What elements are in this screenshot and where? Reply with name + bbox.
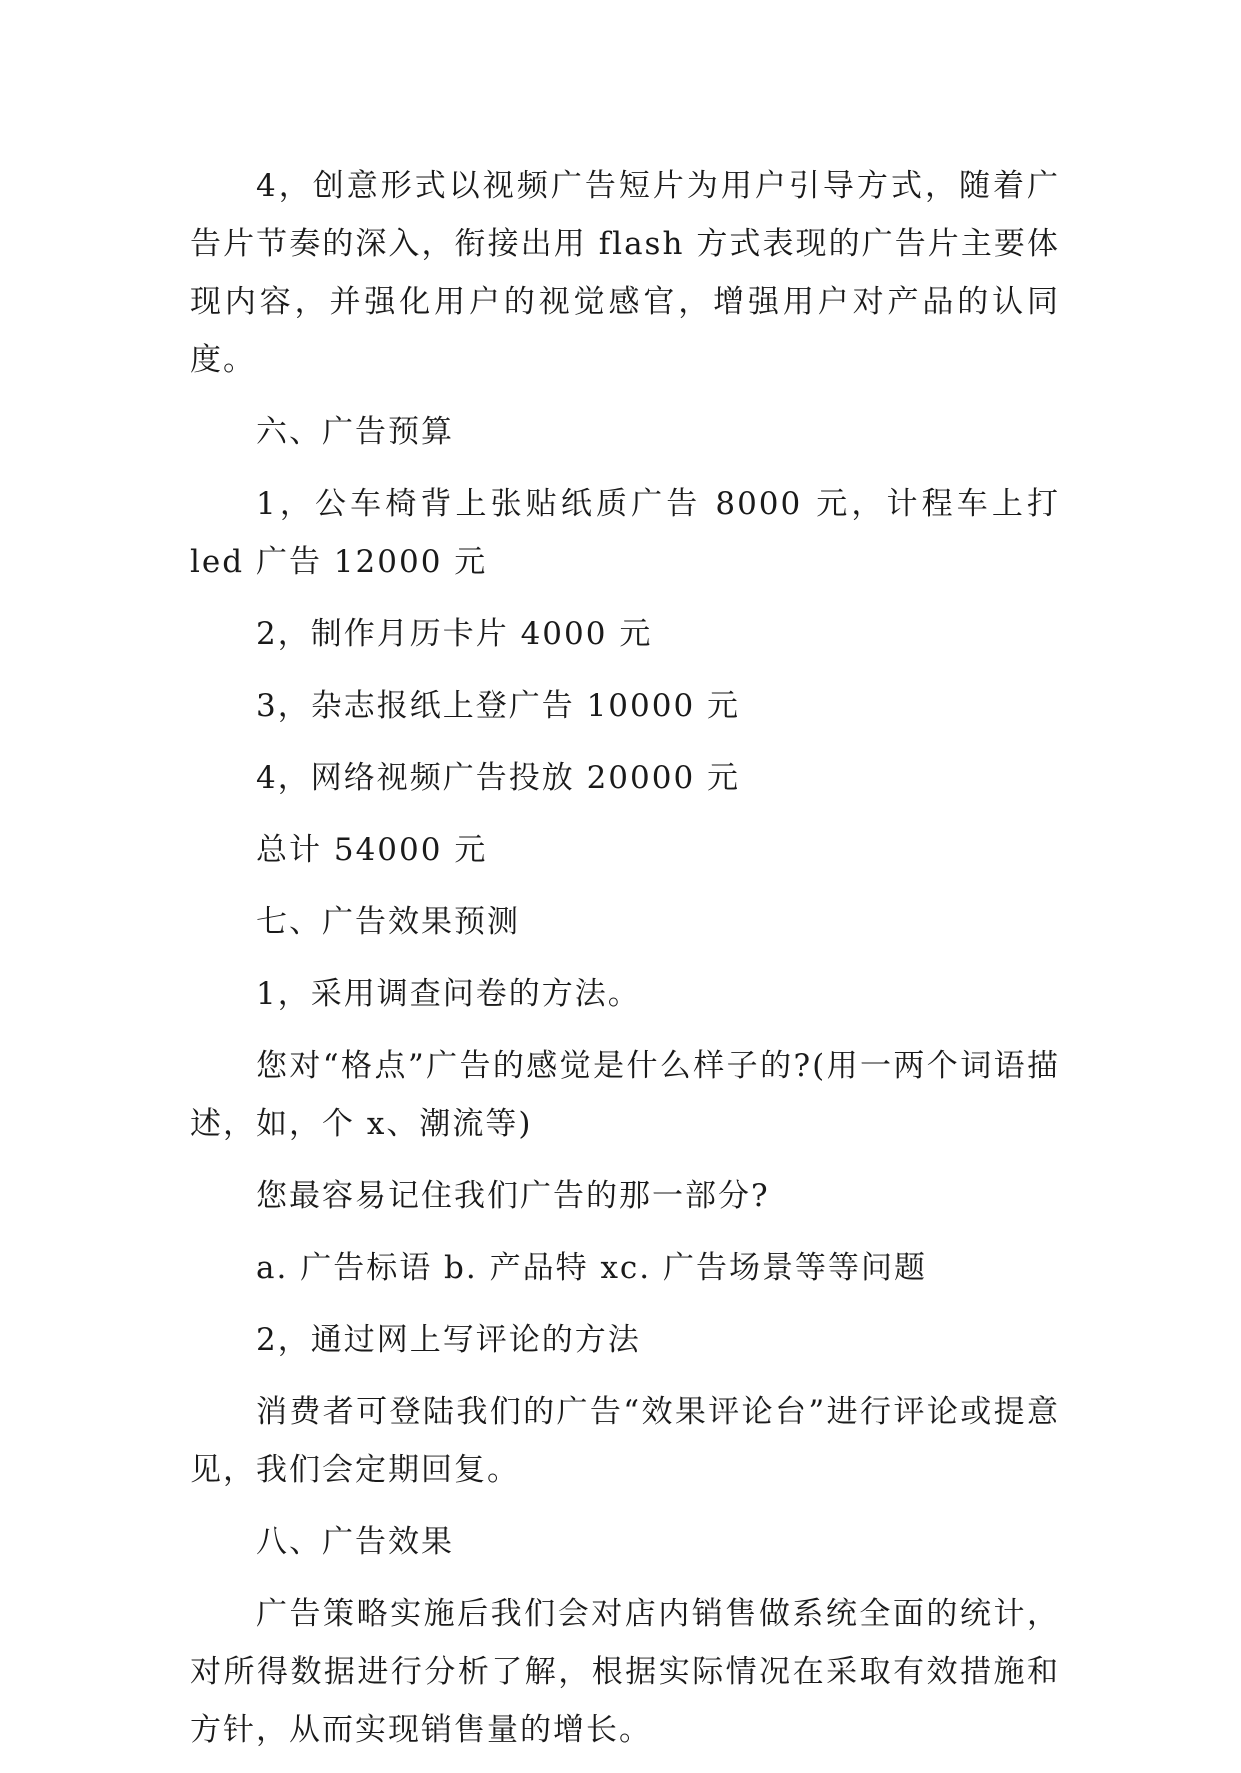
- document-page: [190, 157, 1060, 1773]
- budget-item-bus-taxi: 1，公车椅背上张贴纸质广告 8000 元，计程车上打 led 广告 12000 元: [190, 486, 1060, 580]
- budget-total: 总计 54000 元: [256, 832, 488, 868]
- forecast-method-survey: 1，采用调查问卷的方法。: [256, 976, 641, 1012]
- survey-question-feeling: 您对“格点”广告的感觉是什么样子的?(用一两个词语描述，如，个 x、潮流等): [190, 1048, 1060, 1142]
- survey-options: a. 广告标语 b. 产品特 xc. 广告场景等等问题: [256, 1250, 928, 1286]
- budget-item-online-video: 4，网络视频广告投放 20000 元: [256, 760, 741, 796]
- budget-item-magazine-newspaper: 3，杂志报纸上登广告 10000 元: [256, 688, 741, 724]
- paragraph-creative-format: 4，创意形式以视频广告短片为用户引导方式，随着广告片节奏的深入，衔接出用 flash 方式表现的广告片主要体现内容，并强化用户的视觉感官，增强用户对产品的认同度。: [190, 168, 1060, 378]
- section-heading-budget: 六、广告预算: [256, 414, 454, 450]
- paragraph-review-platform: 消费者可登陆我们的广告“效果评论台”进行评论或提意见，我们会定期回复。: [190, 1394, 1060, 1488]
- survey-question-memorable: 您最容易记住我们广告的那一部分?: [256, 1178, 770, 1214]
- section-heading-effect-forecast: 七、广告效果预测: [256, 904, 520, 940]
- forecast-method-online-reviews: 2，通过网上写评论的方法: [256, 1322, 641, 1358]
- section-heading-effect: 八、广告效果: [256, 1524, 454, 1560]
- budget-item-calendar-cards: 2，制作月历卡片 4000 元: [256, 616, 653, 652]
- paragraph-effect-analysis: 广告策略实施后我们会对店内销售做系统全面的统计，对所得数据进行分析了解，根据实际情况在采取有效措施和方针，从而实现销售量的增长。: [190, 1596, 1060, 1748]
